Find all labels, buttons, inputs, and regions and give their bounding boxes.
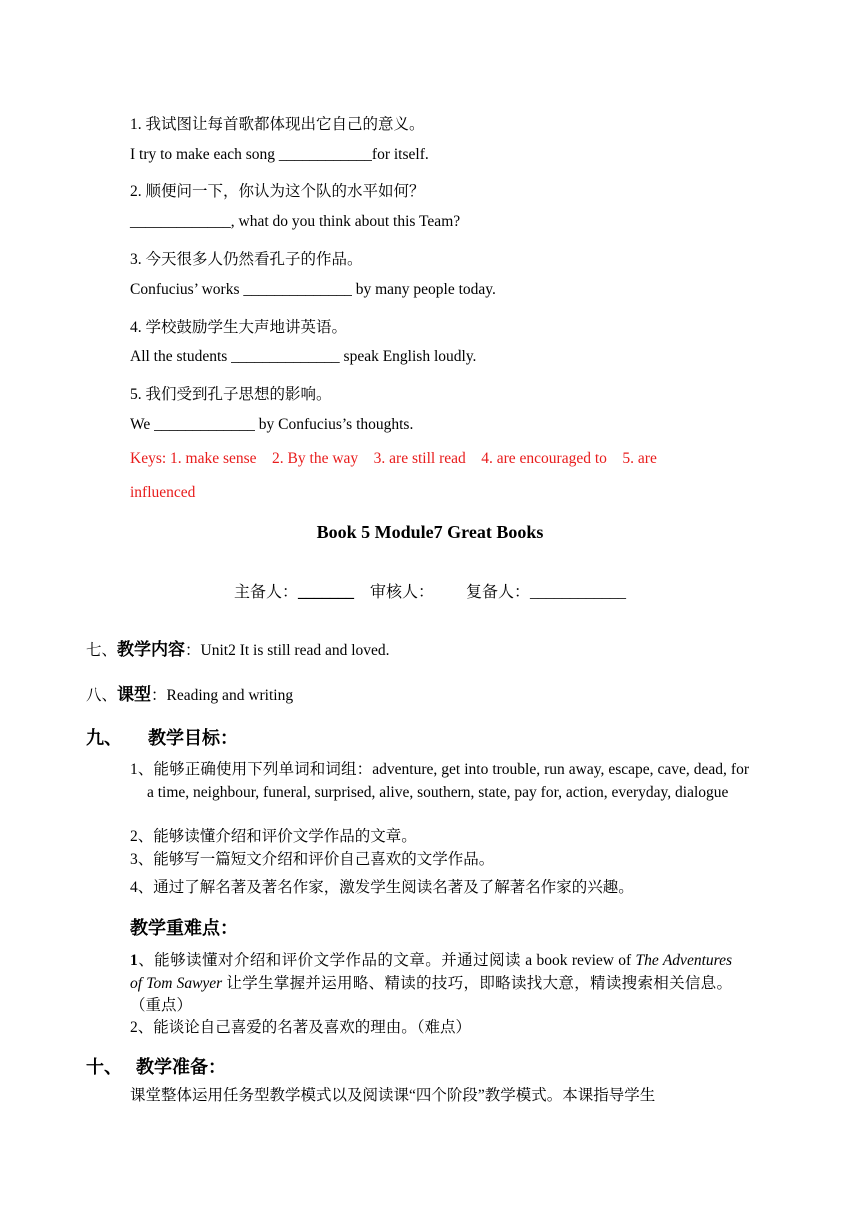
exercise-2-english: _____________, what do you think about this Team? bbox=[130, 213, 461, 230]
lesson-title: Book 5 Module7 Great Books bbox=[316, 522, 544, 542]
exercise-4-chinese: 4. 学校鼓励学生大声地讲英语。 bbox=[130, 319, 348, 336]
answer-keys-line-2: influenced bbox=[130, 484, 196, 501]
section-10-text: 课堂整体运用任务型教学模式以及阅读课“四个阶段”教学模式。本课指导学生 bbox=[130, 1087, 656, 1104]
main-preparer-blank: _______ bbox=[297, 584, 354, 601]
exercise-3-chinese: 3. 今天很多人仍然看孔子的作品。 bbox=[130, 251, 363, 268]
exercise-1-english: I try to make each song ____________for itself. bbox=[130, 146, 429, 163]
section-8-text: Reading and writing bbox=[166, 687, 294, 704]
exercise-1-chinese: 1. 我试图让每首歌都体现出它自己的意义。 bbox=[130, 116, 425, 133]
section-7-teaching-content: 七、教学内容：Unit2 It is still read and loved. bbox=[86, 640, 390, 659]
preparers-line bbox=[0, 579, 860, 602]
goal-3: 3、能够写一篇短文介绍和评价自己喜欢的文学作品。 bbox=[130, 851, 495, 868]
main-preparer-label: 主备人： bbox=[233, 584, 298, 601]
goal-4: 4、通过了解名著及著名作家，激发学生阅读名著及了解著名作家的兴趣。 bbox=[130, 879, 634, 896]
section-8-label: 课型 bbox=[117, 685, 152, 704]
exercise-5-english: We _____________ by Confucius’s thoughts. bbox=[130, 416, 414, 433]
section-10-label: 教学准备： bbox=[136, 1057, 226, 1077]
exercise-4-english: All the students ______________ speak English loudly. bbox=[130, 348, 477, 365]
section-9-label: 教学目标： bbox=[148, 728, 238, 748]
re-preparer-blank: ____________ bbox=[530, 584, 627, 601]
exercise-2-chinese: 2. 顺便问一下，你认为这个队的水平如何？ bbox=[130, 183, 425, 200]
section-8-lesson-type: 八、课型：Reading and writing bbox=[86, 685, 294, 704]
answer-keys-line-1: Keys: 1. make sense 2. By the way 3. are still read 4. are encouraged to 5. are bbox=[130, 450, 657, 467]
section-9-heading: 九、 教学目标： bbox=[86, 728, 238, 748]
re-preparer-label: 复备人： bbox=[466, 584, 531, 601]
reviewer-label: 审核人： bbox=[369, 584, 434, 601]
goal-2: 2、能够读懂介绍和评价文学作品的文章。 bbox=[130, 828, 417, 845]
exercise-3-english: Confucius’ works ______________ by many people today. bbox=[130, 281, 496, 298]
section-10-heading: 十、 教学准备： bbox=[86, 1057, 226, 1077]
book-title-italic: The Adventures of Tom Sawyer bbox=[130, 952, 732, 992]
goal-1: 1、能够正确使用下列单词和词组：adventure, get into trouble, run away, escape, cave, dead, for a time, neighbour, funeral, surprised, alive, southern, state, pay for, action, everyday, dialogue bbox=[130, 761, 749, 801]
key-point-2: 2、能谈论自己喜爱的名著及喜欢的理由。（难点） bbox=[130, 1019, 472, 1036]
key-point-1: 1、能够读懂对介绍和评价文学作品的文章。并通过阅读 a book review of The Adventures of Tom Sawyer 让学生掌握并运用略、精读的技巧，即略读找大意，精读搜索相关信息。（重点） bbox=[130, 952, 732, 1014]
key-points-heading: 教学重难点： bbox=[130, 918, 238, 938]
exercise-5-chinese: 5. 我们受到孔子思想的影响。 bbox=[130, 386, 332, 403]
section-7-label: 教学内容 bbox=[117, 640, 186, 659]
section-7-text: Unit2 It is still read and loved. bbox=[200, 642, 390, 659]
